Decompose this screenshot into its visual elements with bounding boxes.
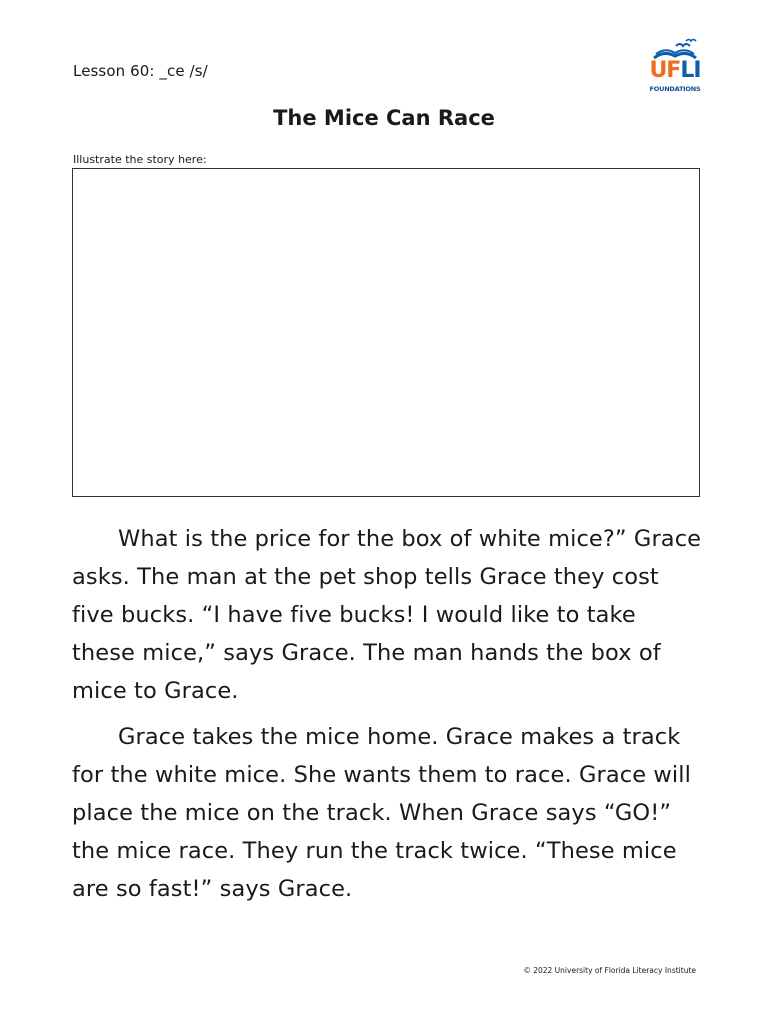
illustration-box[interactable] — [72, 168, 700, 497]
logo-wordmark: UFLI — [649, 58, 701, 83]
illustrate-label: Illustrate the story here: — [73, 153, 207, 166]
copyright-notice: © 2022 University of Florida Literacy Institute — [523, 966, 696, 975]
page-title: The Mice Can Race — [273, 106, 495, 130]
story-paragraph-1: What is the price for the box of white mice?” Grace asks. The man at the pet shop tells Grace they cost five bucks. “I have five bucks! I would like to take these mice,” says Grace. The man hands the box of mice to Grace. — [72, 526, 702, 704]
lesson-label: Lesson 60: _ce /s/ — [73, 62, 208, 80]
story-text — [72, 520, 702, 916]
story-paragraph-2: Grace takes the mice home. Grace makes a track for the white mice. She wants them to race. Grace will place the mice on the track. When Grace says “GO!” the mice race. They run the track twice. “These mice are so fast!” says Grace. — [72, 724, 691, 902]
ufli-logo — [646, 38, 704, 98]
logo-subtitle: FOUNDATIONS — [649, 85, 701, 93]
